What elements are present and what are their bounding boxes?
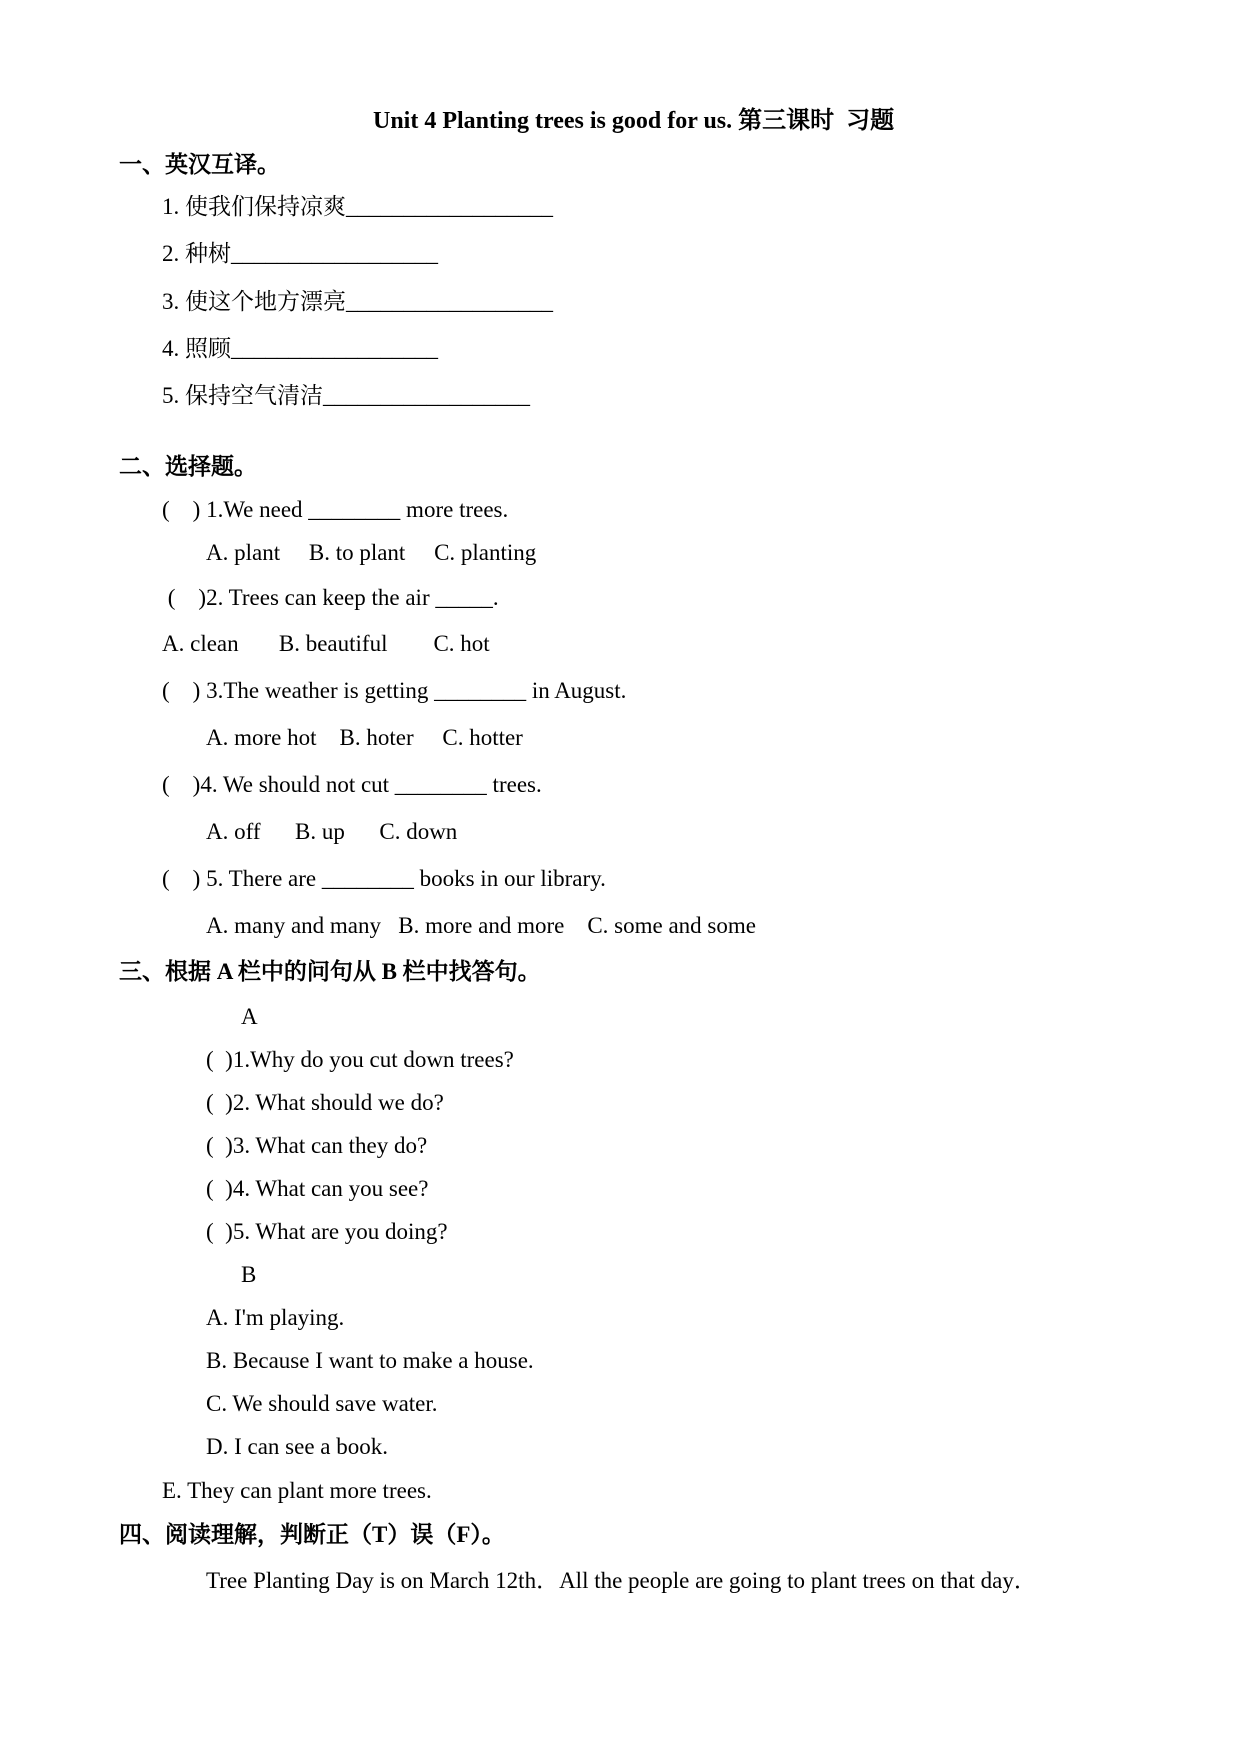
question-4: ( )4. We should not cut ________ trees. [162,772,542,797]
section-4-heading: 四、阅读理解，判断正（T）误（F）。 [119,1522,505,1547]
column-a-question-1: ( )1.Why do you cut down trees? [206,1047,514,1072]
column-b-answer-d: D. I can see a book. [206,1434,389,1459]
column-b-answer-a: A. I'm playing. [206,1305,345,1330]
reading-passage: Tree Planting Day is on March 12th．All the people are going to plant trees on that day． [206,1568,1037,1593]
translation-item-4: 4. 照顾__________________ [162,336,438,361]
column-b-answer-c: C. We should save water. [206,1391,438,1416]
column-b-label: B [241,1262,257,1287]
column-a-question-4: ( )4. What can you see? [206,1176,429,1201]
question-2: ( )2. Trees can keep the air _____. [162,585,499,610]
question-1-options: A. plant B. to plant C. planting [206,540,537,565]
question-2-options: A. clean B. beautiful C. hot [162,631,490,656]
column-a-question-3: ( )3. What can they do? [206,1133,428,1158]
question-4-options: A. off B. up C. down [206,819,458,844]
page-title: Unit 4 Planting trees is good for us. 第三课时 习题 [373,108,895,134]
question-5-options: A. many and many B. more and more C. some and some [206,913,756,938]
section-1-heading: 一、英汉互译。 [119,152,280,177]
question-3-options: A. more hot B. hoter C. hotter [206,725,523,750]
question-3: ( ) 3.The weather is getting ________ in August. [162,678,627,703]
translation-item-1: 1. 使我们保持凉爽__________________ [162,194,553,219]
question-5: ( ) 5. There are ________ books in our library. [162,866,606,891]
translation-item-2: 2. 种树__________________ [162,241,438,266]
translation-item-3: 3. 使这个地方漂亮__________________ [162,289,553,314]
column-b-answer-e: E. They can plant more trees. [162,1478,432,1503]
translation-item-5: 5. 保持空气清洁__________________ [162,383,530,408]
column-a-question-5: ( )5. What are you doing? [206,1219,448,1244]
column-b-answer-b: B. Because I want to make a house. [206,1348,534,1373]
column-a-label: A [241,1004,258,1029]
column-a-question-2: ( )2. What should we do? [206,1090,444,1115]
section-2-heading: 二、选择题。 [119,454,257,479]
section-3-heading: 三、根据 A 栏中的问句从 B 栏中找答句。 [119,959,541,984]
question-1: ( ) 1.We need ________ more trees. [162,497,509,522]
